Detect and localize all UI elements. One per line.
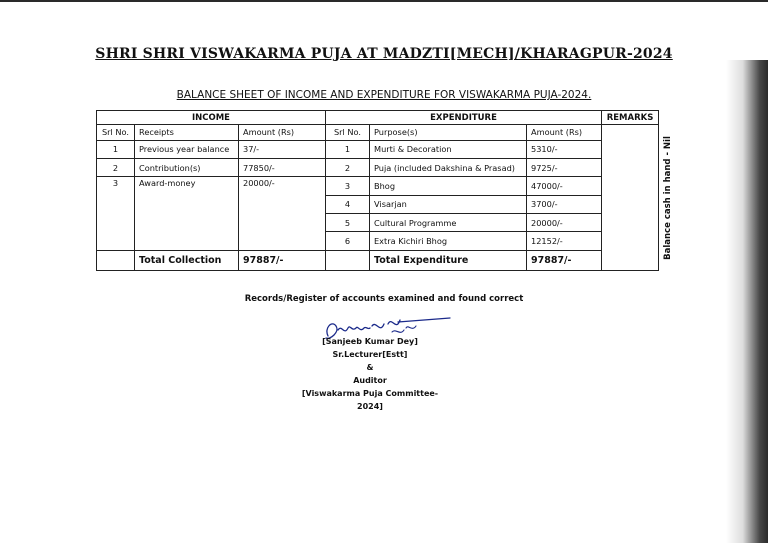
column-header-row — [97, 125, 659, 140]
exp-srl: 5 — [326, 213, 370, 231]
income-header: INCOME — [97, 111, 326, 125]
exp-amount: 47000/- — [527, 177, 602, 195]
total-expenditure-amount: 97887/- — [527, 250, 602, 270]
signatory-committee: [Viswakarma Puja Committee-2024] — [301, 389, 439, 411]
table-row — [97, 177, 659, 195]
document-subtitle: BALANCE SHEET OF INCOME AND EXPENDITURE FOR VISWAKARMA PUJA-2024. — [176, 89, 592, 101]
exp-purpose: Puja (included Dakshina & Prasad) — [370, 158, 527, 176]
income-amount: 20000/- — [239, 177, 326, 250]
exp-amount: 5310/- — [527, 140, 602, 158]
total-collection-label: Total Collection — [135, 250, 239, 270]
exp-srl: 1 — [326, 140, 370, 158]
total-spacer — [97, 250, 135, 270]
remarks-cell — [602, 125, 673, 271]
income-srl: 3 — [97, 177, 135, 250]
exp-srl: 2 — [326, 158, 370, 176]
exp-col-purpose: Purpose(s) — [370, 125, 527, 140]
exp-col-amount: Amount (Rs) — [527, 125, 602, 140]
income-col-srl: Srl No. — [97, 125, 135, 140]
table-row — [97, 158, 659, 176]
expenditure-header: EXPENDITURE — [326, 111, 602, 125]
income-amount: 77850/- — [239, 158, 326, 176]
signatory-designation: Sr.Lecturer[Estt] — [332, 350, 408, 359]
income-receipt: Previous year balance — [135, 140, 239, 158]
exp-amount: 9725/- — [527, 158, 602, 176]
exp-srl: 3 — [326, 177, 370, 195]
section-header-row — [97, 111, 659, 125]
remarks-header: REMARKS — [602, 111, 659, 125]
signatory-role: Auditor — [353, 376, 387, 385]
exp-amount: 3700/- — [527, 195, 602, 213]
income-srl: 2 — [97, 158, 135, 176]
exp-purpose: Extra Kichiri Bhog — [370, 232, 527, 250]
signatory-name: [Sanjeeb Kumar Dey] — [322, 337, 418, 346]
signatory-ampersand: & — [366, 363, 374, 372]
income-col-amount: Amount (Rs) — [239, 125, 326, 140]
exp-purpose: Murti & Decoration — [370, 140, 527, 158]
exp-purpose: Visarjan — [370, 195, 527, 213]
scan-top-edge — [0, 0, 768, 2]
remarks-text: Balance cash in hand - Nil — [662, 136, 673, 261]
balance-sheet-table — [96, 110, 673, 271]
total-row — [97, 250, 659, 270]
exp-purpose: Cultural Programme — [370, 213, 527, 231]
income-amount: 37/- — [239, 140, 326, 158]
total-expenditure-label: Total Expenditure — [370, 250, 527, 270]
total-collection-amount: 97887/- — [239, 250, 326, 270]
exp-srl: 4 — [326, 195, 370, 213]
table-row — [97, 140, 659, 158]
income-srl: 1 — [97, 140, 135, 158]
document-title: SHRI SHRI VISWAKARMA PUJA AT MADZTI[MECH]/KHARAGPUR-2024 — [95, 46, 673, 62]
exp-srl: 6 — [326, 232, 370, 250]
exp-amount: 12152/- — [527, 232, 602, 250]
exp-col-srl: Srl No. — [326, 125, 370, 140]
signature-block — [290, 318, 450, 413]
income-receipt: Award-money — [135, 177, 239, 250]
exp-amount: 20000/- — [527, 213, 602, 231]
income-receipt: Contribution(s) — [135, 158, 239, 176]
total-spacer — [326, 250, 370, 270]
exp-purpose: Bhog — [370, 177, 527, 195]
income-col-receipts: Receipts — [135, 125, 239, 140]
audit-note: Records/Register of accounts examined and found correct — [244, 294, 524, 304]
